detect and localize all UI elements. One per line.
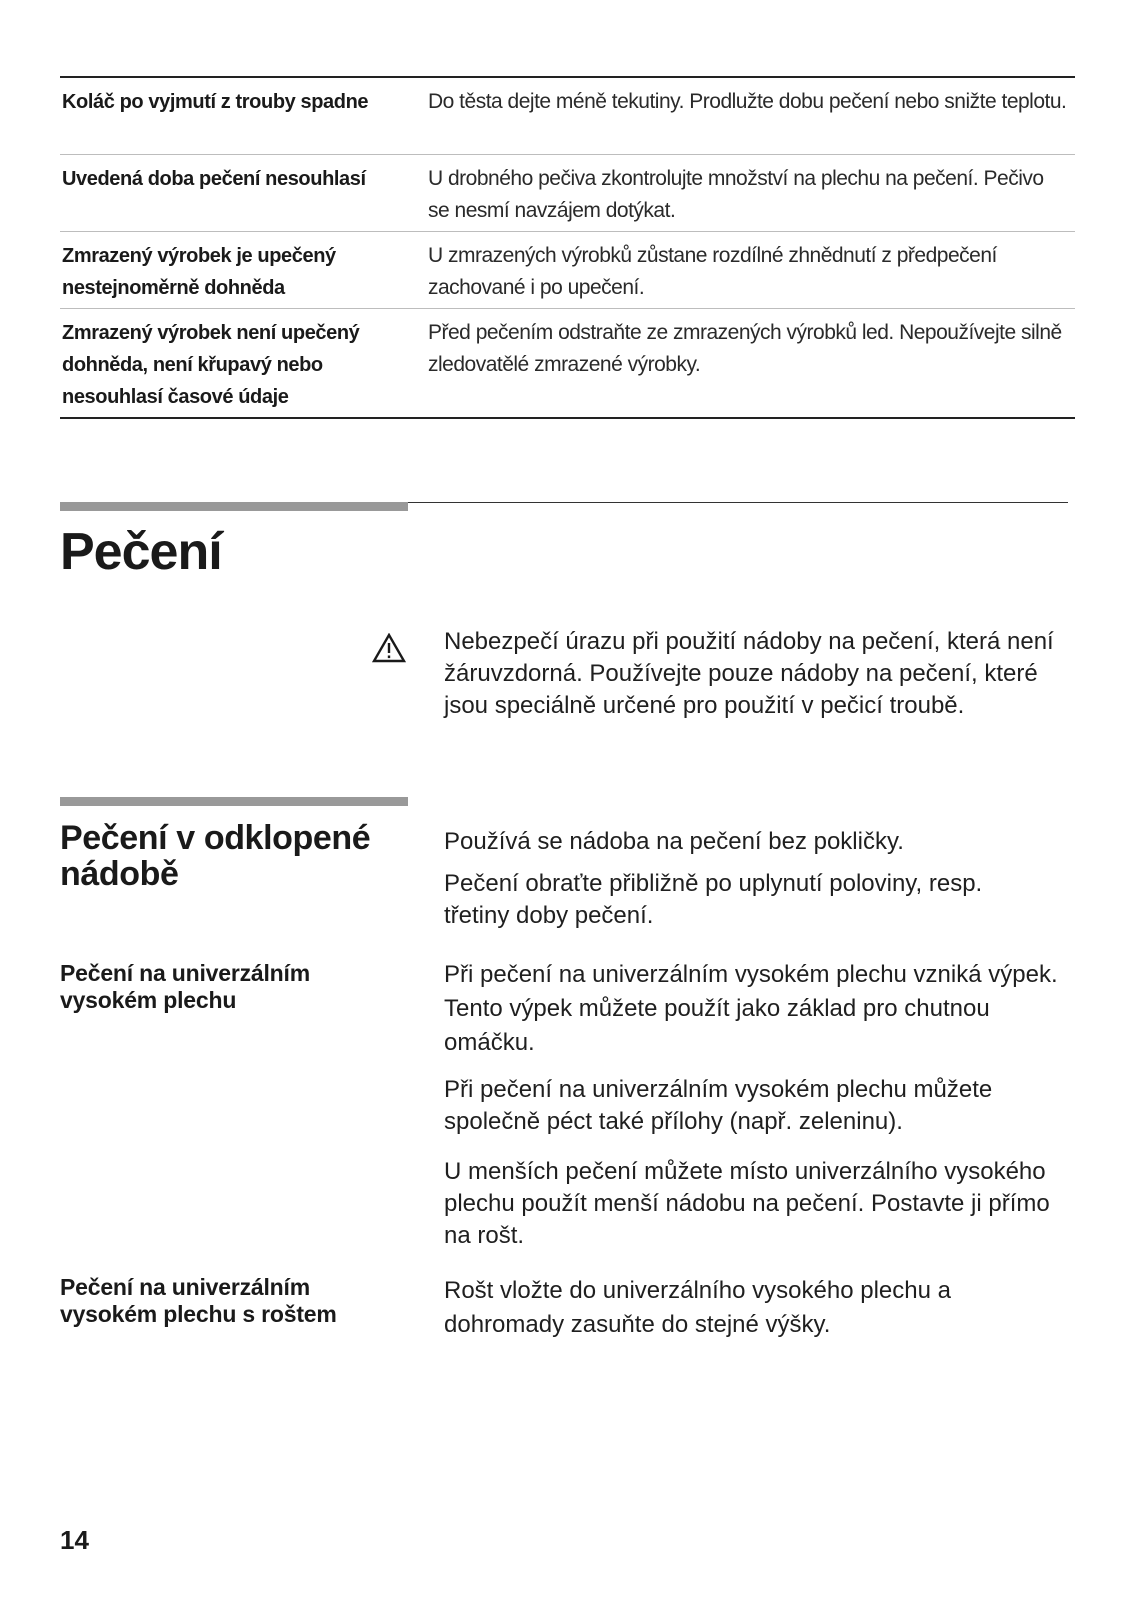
troubleshooting-table xyxy=(60,76,1075,419)
problem-cell: Zmrazený výrobek není upečený dohněda, není křupavý nebo nesouhlasí časové údaje xyxy=(62,322,360,408)
table-row xyxy=(60,155,1075,232)
paragraph: Při pečení na univerzálním vysokém plechu vzniká výpek. Tento výpek můžete použít jako základ pro chutnou omáčku. xyxy=(444,961,1058,1056)
problem-cell: Uvedená doba pečení nesouhlasí xyxy=(62,168,366,190)
section-title: Pečení xyxy=(60,523,222,581)
paragraph: Při pečení na univerzálním vysokém plechu můžete společně péct také přílohy (např. zeleninu). xyxy=(444,1076,993,1135)
warning-triangle-icon xyxy=(372,633,406,663)
remedy-cell: Do těsta dejte méně tekutiny. Prodlužte dobu pečení nebo snižte teplotu. xyxy=(428,90,1067,113)
table-row xyxy=(60,78,1075,155)
intro-paragraph: Používá se nádoba na pečení bez pokličky. xyxy=(444,828,904,855)
problem-cell: Zmrazený výrobek je upečený nestejnoměrně dohněda xyxy=(62,245,336,299)
part-heading: Pečení na univerzálním vysokém plechu s roštem xyxy=(60,1274,337,1327)
remedy-cell: U zmrazených výrobků zůstane rozdílné zhnědnutí z předpečení zachované i po upečení. xyxy=(428,244,997,299)
subsection-rule xyxy=(60,797,408,806)
table-row xyxy=(60,232,1075,309)
page-number: 14 xyxy=(60,1525,89,1555)
warning-text: Nebezpečí úrazu při použití nádoby na pečení, která není žáruvzdorná. Používejte pouze nádoby na pečení, které jsou speciálně určené pro použití v pečicí troubě. xyxy=(444,628,1054,719)
table-row xyxy=(60,309,1075,417)
remedy-cell: U drobného pečiva zkontrolujte množství na plechu na pečení. Pečivo se nesmí navzájem dotýkat. xyxy=(428,167,1044,222)
section-rule-thin xyxy=(408,502,1068,503)
problem-cell: Koláč po vyjmutí z trouby spadne xyxy=(62,91,369,113)
part-heading: Pečení na univerzálním vysokém plechu xyxy=(60,960,310,1013)
paragraph: Rošt vložte do univerzálního vysokého plechu a dohromady zasuňte do stejné výšky. xyxy=(444,1277,951,1338)
section-rule-thick xyxy=(60,502,408,511)
remedy-cell: Před pečením odstraňte ze zmrazených výrobků led. Nepoužívejte silně zledovatělé zmrazené výrobky. xyxy=(428,321,1062,376)
subsection-title: Pečení v odklopené nádobě xyxy=(60,819,371,893)
paragraph: U menších pečení můžete místo univerzálního vysokého plechu použít menší nádobu na pečení. Postavte ji přímo na rošt. xyxy=(444,1158,1050,1249)
intro-paragraph: Pečení obraťte přibližně po uplynutí poloviny, resp. třetiny doby pečení. xyxy=(444,870,983,929)
